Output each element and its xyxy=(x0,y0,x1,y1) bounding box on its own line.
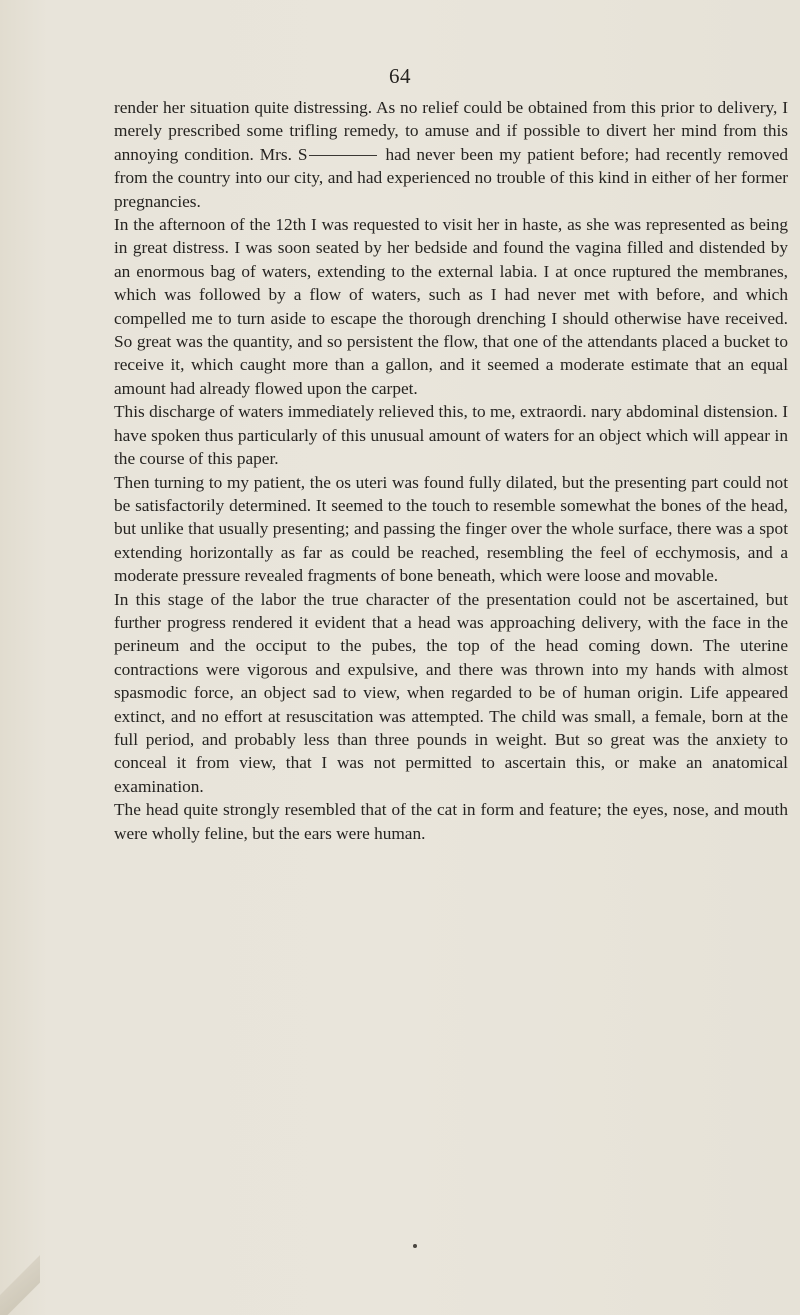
paragraph-1-continued: had never been my patient before; had recently removed from the country into our city, and had experienced no trouble of this kind in either of her former pregnancies. xyxy=(114,144,789,211)
paragraph-2: In the afternoon of the 12th I was requested to visit her in haste, as she was represented as being in great distress. I was soon seated by her bedside and found the vagina filled and distended by an enormous bag of waters, extending to the external labia. I at once ruptured the membranes, which was followed by a flow of waters, such as I had never met with before, and which compelled me to turn aside to escape the thorough drenching I should otherwise have received. So great was the quantity, and so persistent the flow, that one of the attendants placed a bucket to receive it, which caught more than a gallon, and it seemed a moderate estimate that an equal amount had already flowed upon the carpet. xyxy=(114,215,788,398)
paragraph-4: Then turning to my patient, the os uteri was found fully dilated, but the presenting part could not be satisfactorily determined. It seemed to the touch to resemble somewhat the bones of the head, but unlike that usually presenting; and passing the finger over the whole surface, there was a spot extending horizontally as far as could be reached, resembling the feel of ecchymosis, and a moderate pressure revealed fragments of bone beneath, which were loose and movable. xyxy=(114,472,788,586)
paragraph-6: The head quite strongly resembled that of the cat in form and feature; the eyes, nose, and mouth were wholly feline, but the ears were human. xyxy=(114,800,788,843)
paragraph-3: This discharge of waters immediately relieved this, to me, extraordi. nary abdominal distension. I have spoken thus particularly of this unusual amount of waters for an object which will appear in the course of this paper. xyxy=(114,402,788,469)
name-dash xyxy=(309,155,377,156)
page-number: 64 xyxy=(389,64,411,88)
paragraph-1 xyxy=(114,96,788,213)
page-corner-fold xyxy=(0,1245,40,1315)
paragraph-1-text: render her situation quite distressing. As no relief could be obtained from this prior to delivery, I merely prescribed some trifling remedy, to amuse and if possible to divert her mind from this annoying condition. Mrs. S xyxy=(114,98,788,164)
ink-speck xyxy=(413,1244,417,1248)
body-text xyxy=(114,96,788,845)
paragraph-5: In this stage of the labor the true character of the presentation could not be ascertained, but further progress rendered it evident that a head was approaching delivery, with the face in the perineum and the occiput to the pubes, the top of the head coming down. The uterine contractions were vigorous and expulsive, and there was thrown into my hands with almost spasmodic force, an object sad to view, when regarded to be of human origin. Life appeared extinct, and no effort at resuscitation was attempted. The child was small, a female, born at the full period, and probably less than three pounds in weight. But so great was the anxiety to conceal it from view, that I was not permitted to ascertain this, or make an anatomical examination. xyxy=(114,589,788,796)
